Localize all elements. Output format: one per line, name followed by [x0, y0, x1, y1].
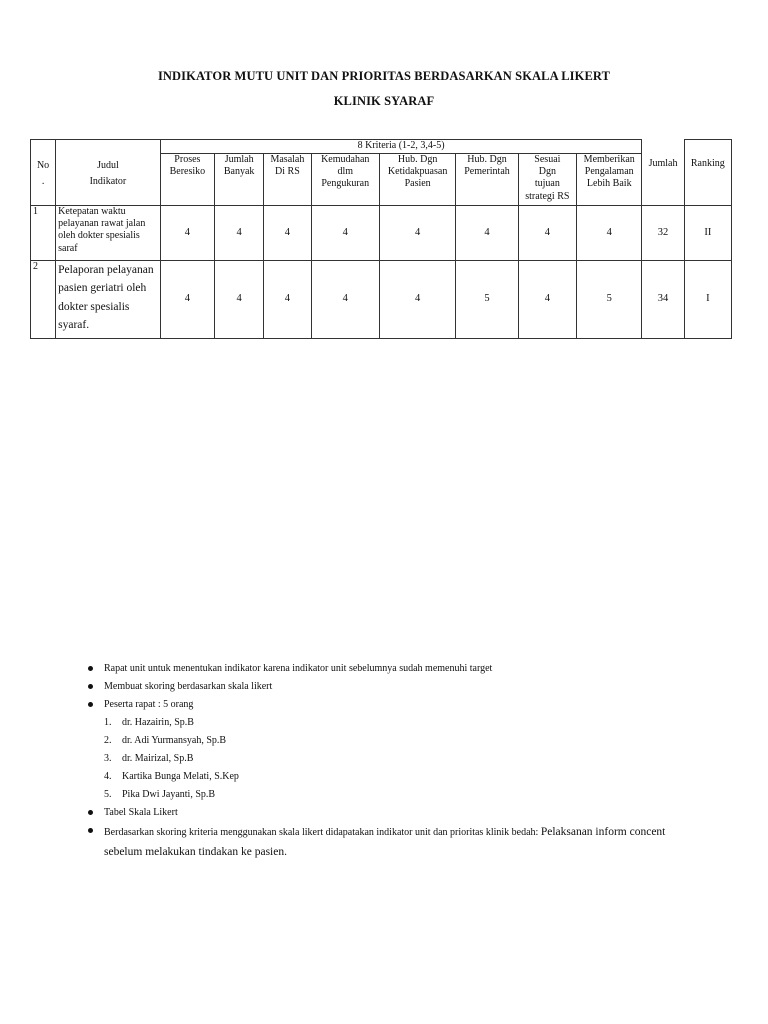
header-criterion-2: Jumlah Banyak [215, 154, 264, 206]
score-cell: 4 [379, 206, 455, 261]
row-no: 2 [31, 261, 56, 339]
score-cell: 4 [379, 261, 455, 339]
likert-table [30, 139, 732, 339]
score-cell: 4 [215, 206, 264, 261]
header-criterion-7: Sesuai Dgn tujuan strategi RS [518, 154, 576, 206]
row-indikator: Pelaporan pelayanan pasien geriatri oleh dokter spesialis syaraf. [56, 261, 161, 339]
list-item: Rapat unit untuk menentukan indikator karena indikator unit sebelumnya sudah memenuhi target [85, 660, 725, 678]
document-subtitle: KLINIK SYARAF [333, 94, 435, 108]
participant-item: 4. Kartika Bunga Melati, S.Kep [104, 771, 239, 782]
header-criterion-6: Hub. Dgn Pemerintah [456, 154, 518, 206]
header-criterion-5: Hub. Dgn Ketidakpuasan Pasien [379, 154, 455, 206]
bullet-icon [88, 666, 93, 671]
header-jumlah: Jumlah [642, 140, 684, 206]
header-ranking: Ranking [684, 140, 731, 206]
score-cell: 4 [311, 206, 379, 261]
list-item: Tabel Skala Likert [85, 804, 725, 822]
score-cell: 5 [456, 261, 518, 339]
header-criteria-group: 8 Kriteria (1-2, 3,4-5) [160, 140, 642, 154]
bullet-icon [88, 684, 93, 689]
ranking-cell: I [684, 261, 731, 339]
score-cell: 4 [577, 206, 642, 261]
score-cell: 5 [577, 261, 642, 339]
score-cell: 4 [311, 261, 379, 339]
list-item: Membuat skoring berdasarkan skala likert [85, 678, 725, 696]
header-criterion-3: Masalah Di RS [264, 154, 311, 206]
header-no: No . [31, 140, 56, 206]
header-criterion-8: Memberikan Pengalaman Lebih Baik [577, 154, 642, 206]
score-cell: 4 [264, 261, 311, 339]
notes-list [85, 660, 725, 862]
table-row [31, 261, 732, 339]
bullet-icon [88, 828, 93, 833]
bullet-icon [88, 810, 93, 815]
document-title: INDIKATOR MUTU UNIT DAN PRIORITAS BERDASARKAN SKALA LIKERT [157, 69, 611, 83]
score-cell: 4 [264, 206, 311, 261]
jumlah-cell: 34 [642, 261, 684, 339]
score-cell: 4 [160, 261, 214, 339]
participant-item: 2. dr. Adi Yurmansyah, Sp.B [104, 735, 227, 746]
list-item: Berdasarkan skoring kriteria menggunakan skala likert didapatakan indikator unit dan prioritas klinik bedah: Pelaksanan inform concent sebelum melakukan tindakan ke pasien. [85, 822, 725, 862]
participant-item: 5. Pika Dwi Jayanti, Sp.B [104, 789, 216, 800]
jumlah-cell: 32 [642, 206, 684, 261]
score-cell: 4 [518, 206, 576, 261]
ranking-cell: II [684, 206, 731, 261]
score-cell: 4 [160, 206, 214, 261]
table-row [31, 206, 732, 261]
row-indikator: Ketepatan waktu pelayanan rawat jalan oleh dokter spesialis saraf [56, 206, 161, 261]
header-criterion-1: Proses Beresiko [160, 154, 214, 206]
participant-item: 3. dr. Mairizal, Sp.B [104, 753, 194, 764]
bullet-icon [88, 702, 93, 707]
row-no: 1 [31, 206, 56, 261]
score-cell: 4 [215, 261, 264, 339]
score-cell: 4 [518, 261, 576, 339]
score-cell: 4 [456, 206, 518, 261]
header-judul-indikator: Judul Indikator [56, 140, 161, 206]
list-item: Peserta rapat : 5 orang [85, 696, 725, 714]
header-criterion-4: Kemudahan dlm Pengukuran [311, 154, 379, 206]
participant-list [85, 714, 725, 804]
participant-item: 1. dr. Hazairin, Sp.B [104, 717, 194, 728]
